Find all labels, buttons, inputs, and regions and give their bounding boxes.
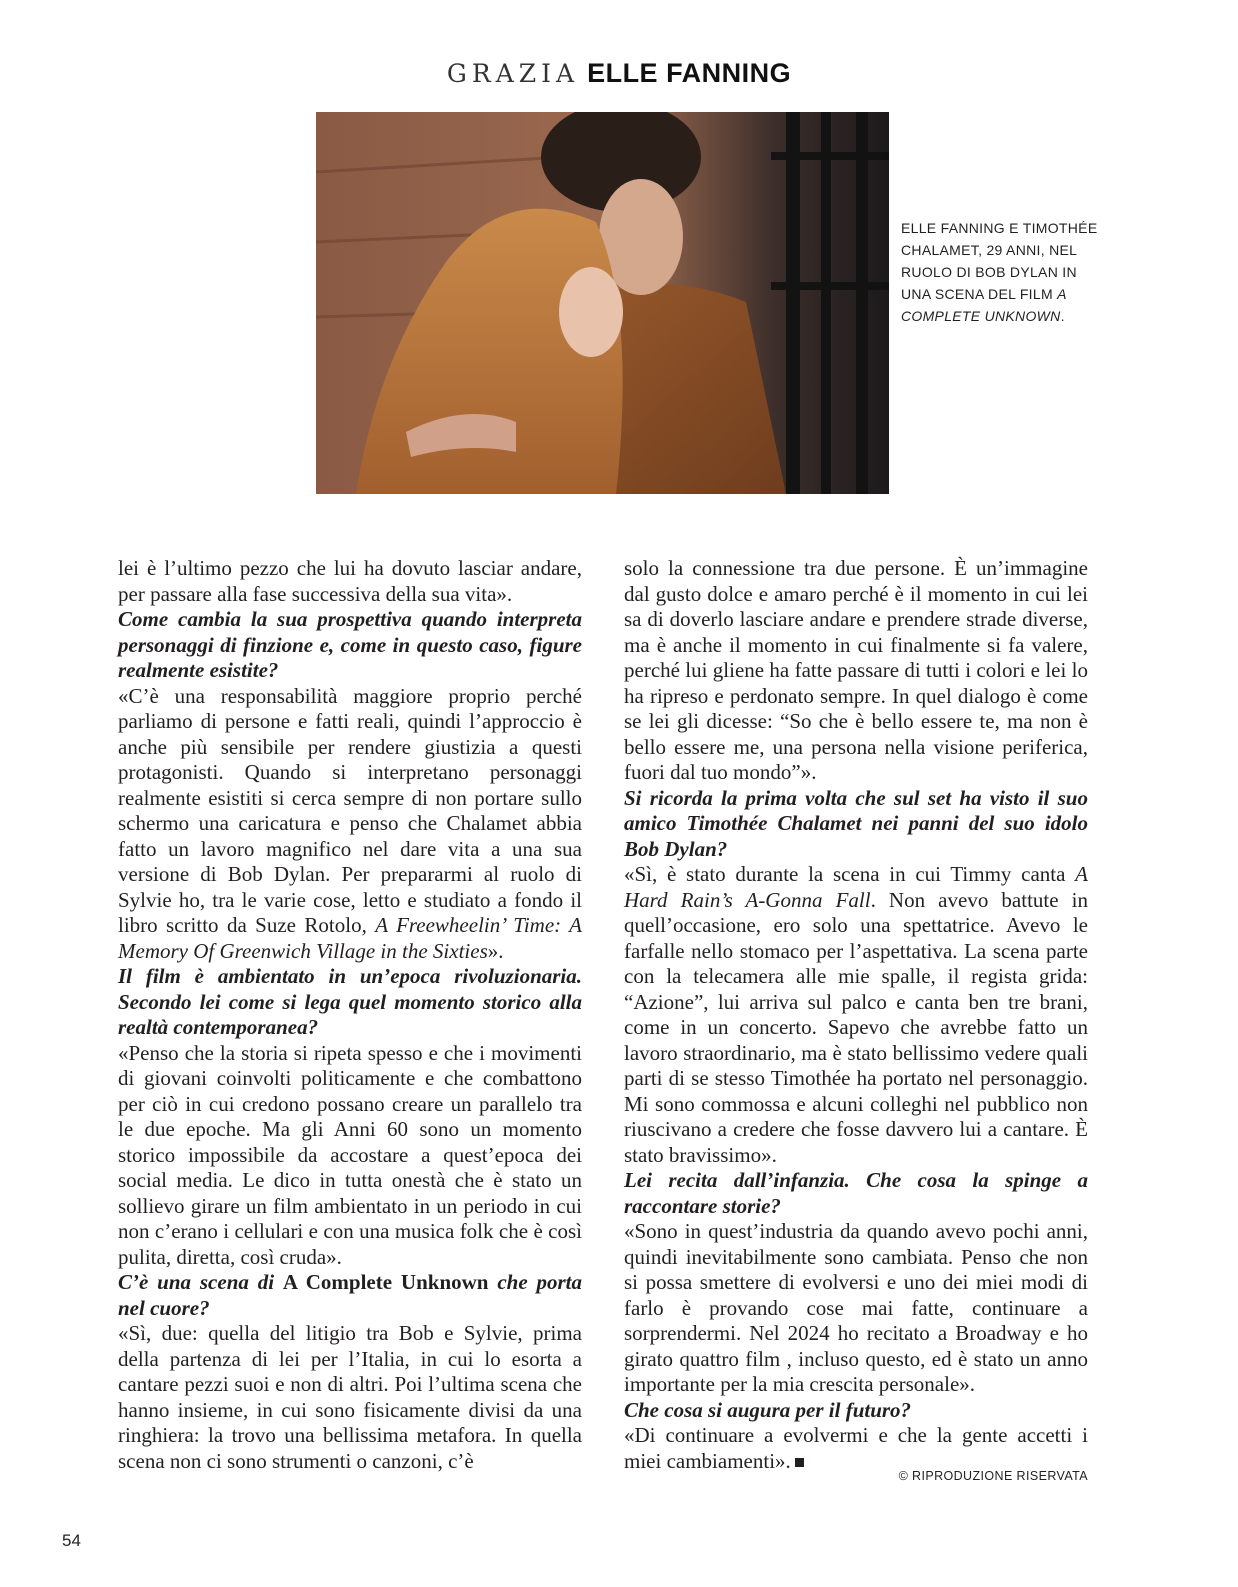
answer-end: ». (487, 938, 504, 963)
page-number: 54 (62, 1531, 81, 1550)
caption-film-title: A COMPLETE UNKNOWN (901, 286, 1067, 324)
interview-question: Lei recita dall’infanzia. Che cosa la spinge a raccontare storie? (624, 1168, 1088, 1218)
article-photo (316, 112, 889, 494)
question-end: che porta nel cuore? (118, 1270, 582, 1320)
caption-end: . (1060, 308, 1065, 324)
copyright-notice: © RIPRODUZIONE RISERVATA (898, 1469, 1088, 1483)
interview-question: Il film è ambientato in un’epoca rivoluzionaria. Secondo lei come si lega quel momento storico alla realtà contemporanea? (118, 964, 582, 1039)
interview-question: Come cambia la sua prospettiva quando interpreta personaggi di finzione e, come in questo caso, figure realmente esistite? (118, 607, 582, 682)
caption-text: ELLE FANNING E TIMOTHÉE CHALAMET, 29 ANNI, NEL RUOLO DI BOB DYLAN IN UNA SCENA DEL FILM (901, 220, 1098, 302)
answer-text: «Di continuare a evolvermi e che la gente accetti i miei cambiamenti». (624, 1423, 1088, 1473)
song-title: A Hard Rain’s A-Gonna Fall (624, 862, 1088, 912)
section-title: ELLE FANNING (587, 58, 792, 88)
magazine-logo: GRAZIA (446, 59, 580, 88)
interview-answer: «Sì, due: quella del litigio tra Bob e Sylvie, prima della partenza di lei per l’Italia, in cui lo esorta a cantare pezzi suoi e non di altri. Poi l’ultima scena che hanno insieme, in cui sono fisicamente divisi da una ringhiera: la trovo una bellissima metafora. In quella scena non ci sono strumenti o canzoni, c’è (118, 1321, 582, 1473)
photo-caption (901, 217, 1101, 327)
interview-answer (624, 1423, 1088, 1474)
page-header (0, 58, 1238, 89)
interview-question (118, 1270, 582, 1321)
photo-illustration (316, 112, 889, 494)
interview-answer: «Penso che la storia si ripeta spesso e che i movimenti di giovani coinvolti politicamente e che combattono per ciò in cui credono possano creare un parallelo tra le due epoche. Ma gli Anni 60 sono un momento storico impossibile da accostare a quest’epoca dei social media. Le dico in tutta onestà che è stato un sollievo girare un film ambientato in un periodo in cui non c’erano i cellulari e con una musica folk che è così pulita, diretta, così cruda». (118, 1040, 582, 1269)
book-title: A Freewheelin’ Time: A Memory Of Greenwich Village in the Sixties (118, 913, 582, 963)
article-column-left (118, 556, 582, 1474)
film-title: A Complete Unknown (282, 1270, 489, 1294)
article-column-right (624, 556, 1088, 1474)
answer-text: «Sì, è stato durante la scena in cui Timmy canta (624, 862, 1076, 886)
paragraph: lei è l’ultimo pezzo che lui ha dovuto lasciar andare, per passare alla fase successiva della sua vita». (118, 556, 582, 606)
answer-text: «C’è una responsabilità maggiore proprio perché parliamo di persone e fatti reali, quindi l’approccio è anche più sensibile per rendere giustizia a questi protagonisti. Quando si interpretano personaggi realmente esistiti si cerca sempre di non portare sullo schermo una caricatura e penso che Chalamet abbia fatto un lavoro magnifico nel dare vita a una sua versione di Bob Dylan. Per prepararmi al ruolo di Sylvie ho, tra le varie cose, letto e studiato a fondo il libro scritto da Suze Rotolo, (118, 683, 582, 937)
interview-answer (118, 684, 582, 965)
end-mark-icon (795, 1458, 804, 1467)
paragraph: solo la connessione tra due persone. È un’immagine dal gusto dolce e amaro perché è il momento in cui lei sa di doverlo lasciare andare e prendere strade diverse, ma è anche il momento in cui finalmente si fa valere, perché lui gliene ha fatte passare di tutti i colori e lei lo ha ripreso e perdonato sempre. In quel dialogo è come se lei gli dicesse: “So che è bello essere te, ma non è bello essere me, una persona nella visione periferica, fuori dal tuo mondo”». (624, 556, 1088, 784)
question-text: C’è una scena di (118, 1270, 283, 1294)
interview-answer: «Sono in quest’industria da quando avevo pochi anni, quindi inevitabilmente sono cambiata. Penso che non si possa smettere di evolversi e uno dei miei modi di farlo è provando cose mai fatte, continuare a sorprendermi. Nel 2024 ho recitato a Broadway e ho girato quattro film , incluso questo, ed è stato un anno importante per la mia crescita personale». (624, 1219, 1088, 1396)
interview-question: Che cosa si augura per il futuro? (624, 1397, 912, 1422)
answer-end: . Non avevo battute in quell’occasione, ero solo una spettatrice. Avevo le farfalle nello stomaco per l’aspettativa. La scena parte con la telecamera alle mie spalle, il regista grida: “Azione”, lui arriva sul palco e canta ben tre brani, come in un concerto. Sapevo che avrebbe fatto un lavoro straordinario, ma è stato bellissimo vedere quali parti di se stesso Timothée ha portato nel personaggio. Mi sono commossa e alcuni colleghi nel pubblico non riuscivano a credere che fosse davvero lui a cantare. È stato bravissimo». (624, 887, 1088, 1167)
interview-answer (624, 862, 1088, 1168)
interview-question: Si ricorda la prima volta che sul set ha visto il suo amico Timothée Chalamet nei panni del suo idolo Bob Dylan? (624, 785, 1088, 861)
